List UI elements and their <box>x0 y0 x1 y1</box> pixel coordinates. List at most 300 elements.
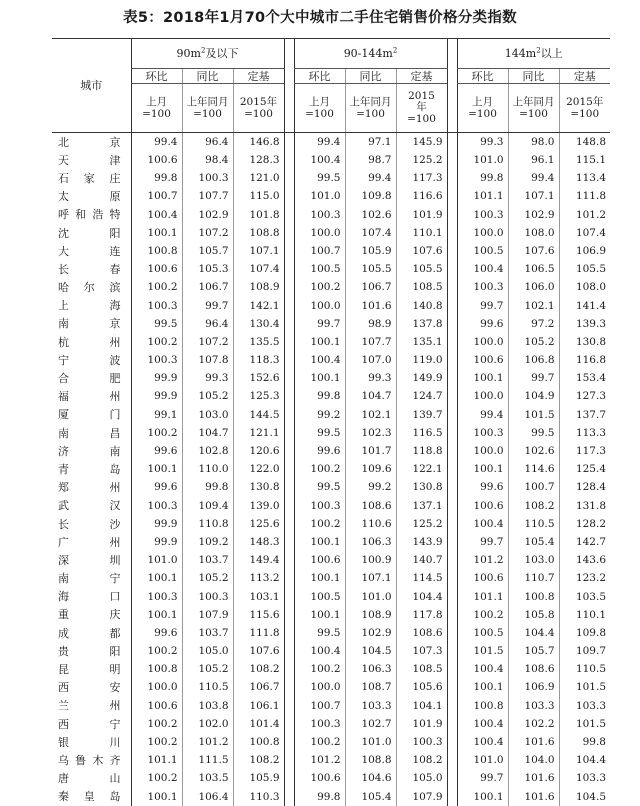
index-value: 103.0 <box>508 551 559 569</box>
column-gap <box>447 169 457 187</box>
index-value: 110.5 <box>559 660 610 678</box>
index-value: 139.3 <box>559 315 610 333</box>
table-row <box>52 224 610 242</box>
index-value: 105.5 <box>396 260 447 278</box>
column-gap <box>284 279 294 297</box>
index-value: 105.0 <box>396 770 447 788</box>
index-value: 109.4 <box>182 497 233 515</box>
column-gap <box>447 133 457 152</box>
index-value: 100.1 <box>294 369 345 387</box>
index-value: 100.2 <box>131 642 182 660</box>
index-value: 99.3 <box>182 369 233 387</box>
index-value: 128.2 <box>559 515 610 533</box>
index-value: 103.7 <box>182 551 233 569</box>
index-value: 105.0 <box>182 642 233 660</box>
index-value: 111.8 <box>559 188 610 206</box>
index-value: 148.8 <box>559 133 610 152</box>
table-row <box>52 679 610 697</box>
index-value: 139.0 <box>233 497 284 515</box>
index-value: 101.9 <box>396 715 447 733</box>
index-value: 135.1 <box>396 333 447 351</box>
index-value: 99.4 <box>345 169 396 187</box>
column-gap <box>284 697 294 715</box>
index-value: 128.4 <box>559 479 610 497</box>
column-gap <box>284 606 294 624</box>
index-value: 101.6 <box>508 770 559 788</box>
index-value: 101.7 <box>345 442 396 460</box>
index-value: 123.2 <box>559 570 610 588</box>
header-row-types <box>52 69 610 84</box>
index-value: 100.6 <box>457 497 508 515</box>
table-row <box>52 533 610 551</box>
index-value: 100.2 <box>131 279 182 297</box>
city-name: 呼和浩特 <box>58 208 121 222</box>
index-value: 122.1 <box>396 460 447 478</box>
index-value: 116.5 <box>396 424 447 442</box>
city-name: 合肥 <box>58 372 121 386</box>
index-value: 104.4 <box>508 624 559 642</box>
index-value: 100.3 <box>131 297 182 315</box>
index-value: 140.7 <box>396 551 447 569</box>
index-value: 101.0 <box>345 733 396 751</box>
column-gap <box>447 733 457 751</box>
index-value: 100.8 <box>508 588 559 606</box>
column-gap <box>447 188 457 206</box>
index-value: 100.2 <box>131 733 182 751</box>
index-value: 103.7 <box>182 624 233 642</box>
index-value: 100.3 <box>294 497 345 515</box>
index-value: 121.1 <box>233 424 284 442</box>
index-value: 97.2 <box>508 315 559 333</box>
index-value: 100.4 <box>457 260 508 278</box>
table-row <box>52 588 610 606</box>
index-value: 106.7 <box>182 279 233 297</box>
city-name: 贵阳 <box>58 644 121 658</box>
table-row <box>52 497 610 515</box>
column-gap <box>447 679 457 697</box>
index-value: 107.7 <box>345 333 396 351</box>
column-gap <box>447 388 457 406</box>
index-value: 99.4 <box>294 133 345 152</box>
index-value: 102.8 <box>182 442 233 460</box>
index-value: 130.8 <box>233 479 284 497</box>
index-value: 99.8 <box>457 169 508 187</box>
column-gap <box>284 533 294 551</box>
index-value: 104.6 <box>345 770 396 788</box>
index-value: 108.0 <box>559 279 610 297</box>
index-value: 100.8 <box>131 242 182 260</box>
column-gap <box>447 588 457 606</box>
city-name: 南宁 <box>58 572 121 586</box>
index-value: 108.0 <box>508 224 559 242</box>
index-value: 100.2 <box>131 770 182 788</box>
index-value: 100.1 <box>131 788 182 806</box>
index-value: 107.4 <box>345 224 396 242</box>
table-row <box>52 151 610 169</box>
column-gap <box>284 315 294 333</box>
column-gap <box>284 751 294 769</box>
table-row <box>52 369 610 387</box>
index-value: 105.5 <box>559 260 610 278</box>
column-gap <box>447 206 457 224</box>
index-value: 107.9 <box>182 606 233 624</box>
city-name: 兰州 <box>58 699 121 713</box>
index-value: 100.5 <box>294 260 345 278</box>
index-value: 99.9 <box>131 515 182 533</box>
index-value: 100.3 <box>457 279 508 297</box>
index-value: 102.0 <box>182 715 233 733</box>
column-gap <box>284 788 294 806</box>
index-value: 99.8 <box>294 788 345 806</box>
index-value: 141.4 <box>559 297 610 315</box>
city-name: 济南 <box>58 444 121 458</box>
index-value: 99.5 <box>294 624 345 642</box>
index-value: 99.3 <box>345 369 396 387</box>
index-value: 104.4 <box>559 751 610 769</box>
index-value: 106.5 <box>508 260 559 278</box>
index-value: 100.6 <box>294 551 345 569</box>
index-value: 101.6 <box>508 733 559 751</box>
index-value: 128.3 <box>233 151 284 169</box>
index-value: 100.3 <box>396 733 447 751</box>
table-row <box>52 279 610 297</box>
index-value: 100.4 <box>294 351 345 369</box>
index-value: 99.6 <box>457 479 508 497</box>
index-value: 100.0 <box>294 297 345 315</box>
column-gap <box>447 642 457 660</box>
city-name: 银川 <box>58 735 121 749</box>
index-value: 109.8 <box>345 188 396 206</box>
index-value: 100.7 <box>508 479 559 497</box>
index-value: 100.2 <box>294 460 345 478</box>
index-value: 121.0 <box>233 169 284 187</box>
index-value: 114.5 <box>396 570 447 588</box>
index-value: 100.5 <box>294 588 345 606</box>
index-value: 103.3 <box>559 697 610 715</box>
city-name: 大连 <box>58 244 121 258</box>
index-value: 97.1 <box>345 133 396 152</box>
index-value: 96.1 <box>508 151 559 169</box>
index-value: 99.4 <box>508 169 559 187</box>
table-row <box>52 660 610 678</box>
index-value: 104.4 <box>396 588 447 606</box>
index-value: 100.4 <box>131 206 182 224</box>
index-value: 99.5 <box>131 315 182 333</box>
index-value: 103.3 <box>508 697 559 715</box>
index-value: 100.6 <box>294 770 345 788</box>
index-value: 139.7 <box>396 406 447 424</box>
column-gap <box>284 169 294 187</box>
index-value: 100.8 <box>131 660 182 678</box>
index-value: 100.1 <box>294 333 345 351</box>
index-value: 106.0 <box>508 279 559 297</box>
index-value: 99.7 <box>182 297 233 315</box>
index-value: 100.4 <box>457 515 508 533</box>
index-value: 100.8 <box>233 733 284 751</box>
index-value: 110.5 <box>182 679 233 697</box>
index-value: 100.3 <box>457 424 508 442</box>
index-value: 100.4 <box>294 151 345 169</box>
column-gap <box>284 515 294 533</box>
index-value: 101.5 <box>508 406 559 424</box>
index-value: 130.8 <box>396 479 447 497</box>
index-value: 125.4 <box>559 460 610 478</box>
column-gap <box>447 442 457 460</box>
index-value: 101.0 <box>457 751 508 769</box>
table-row <box>52 206 610 224</box>
index-value: 100.0 <box>457 442 508 460</box>
table-row <box>52 606 610 624</box>
index-value: 101.5 <box>559 679 610 697</box>
column-gap <box>284 679 294 697</box>
index-value: 100.2 <box>294 279 345 297</box>
index-value: 116.8 <box>559 351 610 369</box>
index-value: 99.8 <box>294 388 345 406</box>
index-value: 107.6 <box>508 242 559 260</box>
index-value: 102.9 <box>345 624 396 642</box>
table-row <box>52 460 610 478</box>
index-value: 96.4 <box>182 315 233 333</box>
base-detail: 2015年 =100 <box>559 84 610 133</box>
index-value: 113.4 <box>559 169 610 187</box>
table-row <box>52 770 610 788</box>
index-value: 100.7 <box>131 188 182 206</box>
city-name: 武汉 <box>58 499 121 513</box>
column-gap <box>284 260 294 278</box>
index-value: 100.0 <box>294 224 345 242</box>
index-value: 114.6 <box>508 460 559 478</box>
index-value: 107.6 <box>233 642 284 660</box>
table-row <box>52 406 610 424</box>
index-value: 106.9 <box>508 679 559 697</box>
column-gap <box>284 369 294 387</box>
index-value: 99.7 <box>457 770 508 788</box>
table-row <box>52 479 610 497</box>
table-body <box>52 133 610 806</box>
index-value: 99.5 <box>294 479 345 497</box>
index-value: 106.3 <box>345 660 396 678</box>
column-gap <box>284 224 294 242</box>
index-value: 100.6 <box>131 260 182 278</box>
index-value: 99.6 <box>294 442 345 460</box>
index-value: 104.0 <box>508 751 559 769</box>
column-gap <box>284 151 294 169</box>
index-value: 100.1 <box>131 224 182 242</box>
index-value: 111.5 <box>182 751 233 769</box>
city-name: 昆明 <box>58 663 121 677</box>
index-value: 103.5 <box>182 770 233 788</box>
index-value: 107.7 <box>182 188 233 206</box>
table-row <box>52 188 610 206</box>
column-gap <box>284 660 294 678</box>
index-value: 110.3 <box>233 788 284 806</box>
index-value: 106.1 <box>233 697 284 715</box>
index-value: 101.2 <box>182 733 233 751</box>
index-value: 137.1 <box>396 497 447 515</box>
index-value: 104.1 <box>396 697 447 715</box>
index-value: 125.6 <box>233 515 284 533</box>
city-name: 南京 <box>58 317 121 331</box>
city-name: 青岛 <box>58 462 121 476</box>
index-value: 119.0 <box>396 351 447 369</box>
index-value: 152.6 <box>233 369 284 387</box>
index-value: 124.7 <box>396 388 447 406</box>
base-detail: 2015年 =100 <box>233 84 284 133</box>
index-value: 108.5 <box>396 279 447 297</box>
index-value: 101.1 <box>131 751 182 769</box>
city-name: 福州 <box>58 390 121 404</box>
index-value: 101.0 <box>294 188 345 206</box>
column-gap <box>284 351 294 369</box>
city-name: 西安 <box>58 681 121 695</box>
column-gap <box>447 606 457 624</box>
index-value: 110.1 <box>559 606 610 624</box>
index-value: 108.5 <box>396 660 447 678</box>
index-value: 98.0 <box>508 133 559 152</box>
city-name: 重庆 <box>58 608 121 622</box>
index-value: 102.9 <box>508 206 559 224</box>
base-detail: 2015 年 =100 <box>396 84 447 133</box>
index-value: 99.6 <box>131 624 182 642</box>
index-value: 130.8 <box>559 333 610 351</box>
index-value: 99.8 <box>131 169 182 187</box>
index-value: 110.1 <box>396 224 447 242</box>
price-index-table <box>52 38 610 806</box>
index-value: 99.4 <box>457 406 508 424</box>
header-row-bases <box>52 84 610 133</box>
index-value: 100.3 <box>131 497 182 515</box>
city-name: 哈尔滨 <box>58 281 121 295</box>
index-value: 143.9 <box>396 533 447 551</box>
column-gap <box>447 315 457 333</box>
index-value: 100.3 <box>182 169 233 187</box>
table-row <box>52 570 610 588</box>
subheader-base: 定基 <box>559 69 610 84</box>
table-row <box>52 442 610 460</box>
index-value: 100.2 <box>131 715 182 733</box>
table-row <box>52 697 610 715</box>
index-value: 100.7 <box>294 697 345 715</box>
index-value: 105.4 <box>508 533 559 551</box>
index-value: 102.1 <box>508 297 559 315</box>
index-value: 107.1 <box>345 570 396 588</box>
index-value: 99.7 <box>457 533 508 551</box>
base-detail: 上月 =100 <box>131 84 182 133</box>
index-value: 100.3 <box>182 588 233 606</box>
index-value: 101.9 <box>396 206 447 224</box>
index-value: 99.7 <box>508 369 559 387</box>
index-value: 100.6 <box>457 570 508 588</box>
city-name: 厦门 <box>58 408 121 422</box>
index-value: 99.1 <box>131 406 182 424</box>
column-gap <box>447 751 457 769</box>
column-gap <box>447 242 457 260</box>
index-value: 142.7 <box>559 533 610 551</box>
index-value: 108.9 <box>233 279 284 297</box>
index-value: 125.3 <box>233 388 284 406</box>
index-value: 99.6 <box>131 479 182 497</box>
index-value: 101.2 <box>457 551 508 569</box>
index-value: 101.5 <box>559 715 610 733</box>
index-value: 106.7 <box>233 679 284 697</box>
city-name: 乌鲁木齐 <box>58 753 121 767</box>
column-gap <box>447 260 457 278</box>
city-name: 南昌 <box>58 426 121 440</box>
city-name: 天津 <box>58 153 121 167</box>
index-value: 108.7 <box>345 679 396 697</box>
index-value: 100.2 <box>294 733 345 751</box>
subheader-base: 定基 <box>233 69 284 84</box>
index-value: 108.9 <box>345 606 396 624</box>
index-value: 105.9 <box>233 770 284 788</box>
city-name: 石家庄 <box>58 171 121 185</box>
index-value: 108.8 <box>233 224 284 242</box>
city-name: 上海 <box>58 299 121 313</box>
index-value: 99.5 <box>294 169 345 187</box>
index-value: 100.3 <box>294 206 345 224</box>
index-value: 120.6 <box>233 442 284 460</box>
column-gap <box>447 333 457 351</box>
index-value: 108.2 <box>233 660 284 678</box>
subheader-mom: 环比 <box>131 69 182 84</box>
group-label: $144m^2$以上 <box>504 46 563 60</box>
index-value: 99.7 <box>457 297 508 315</box>
table-row <box>52 297 610 315</box>
index-value: 99.4 <box>131 133 182 152</box>
column-gap <box>284 715 294 733</box>
index-value: 100.1 <box>294 570 345 588</box>
index-value: 142.1 <box>233 297 284 315</box>
index-value: 99.6 <box>131 442 182 460</box>
index-value: 100.1 <box>457 369 508 387</box>
city-name: 宁波 <box>58 353 121 367</box>
index-value: 100.8 <box>457 697 508 715</box>
city-name: 杭州 <box>58 335 121 349</box>
index-value: 100.9 <box>345 551 396 569</box>
index-value: 125.2 <box>396 515 447 533</box>
index-value: 107.4 <box>559 224 610 242</box>
index-value: 103.3 <box>345 697 396 715</box>
index-value: 105.3 <box>182 260 233 278</box>
index-value: 149.4 <box>233 551 284 569</box>
table-row <box>52 333 610 351</box>
column-gap <box>447 224 457 242</box>
index-value: 107.2 <box>182 224 233 242</box>
group-header-small <box>131 39 284 69</box>
index-value: 100.4 <box>457 733 508 751</box>
index-value: 105.2 <box>508 333 559 351</box>
index-value: 107.6 <box>396 242 447 260</box>
index-value: 103.8 <box>182 697 233 715</box>
table-row <box>52 169 610 187</box>
index-value: 105.2 <box>182 388 233 406</box>
index-value: 107.1 <box>233 242 284 260</box>
column-gap <box>284 551 294 569</box>
index-value: 118.3 <box>233 351 284 369</box>
city-name: 广州 <box>58 535 121 549</box>
column-gap <box>284 133 294 152</box>
index-value: 145.9 <box>396 133 447 152</box>
index-value: 99.8 <box>182 479 233 497</box>
index-value: 100.1 <box>131 570 182 588</box>
index-value: 100.1 <box>457 460 508 478</box>
index-value: 102.6 <box>508 442 559 460</box>
index-value: 115.0 <box>233 188 284 206</box>
column-gap <box>284 333 294 351</box>
index-value: 118.8 <box>396 442 447 460</box>
index-value: 100.3 <box>294 715 345 733</box>
column-gap <box>447 279 457 297</box>
